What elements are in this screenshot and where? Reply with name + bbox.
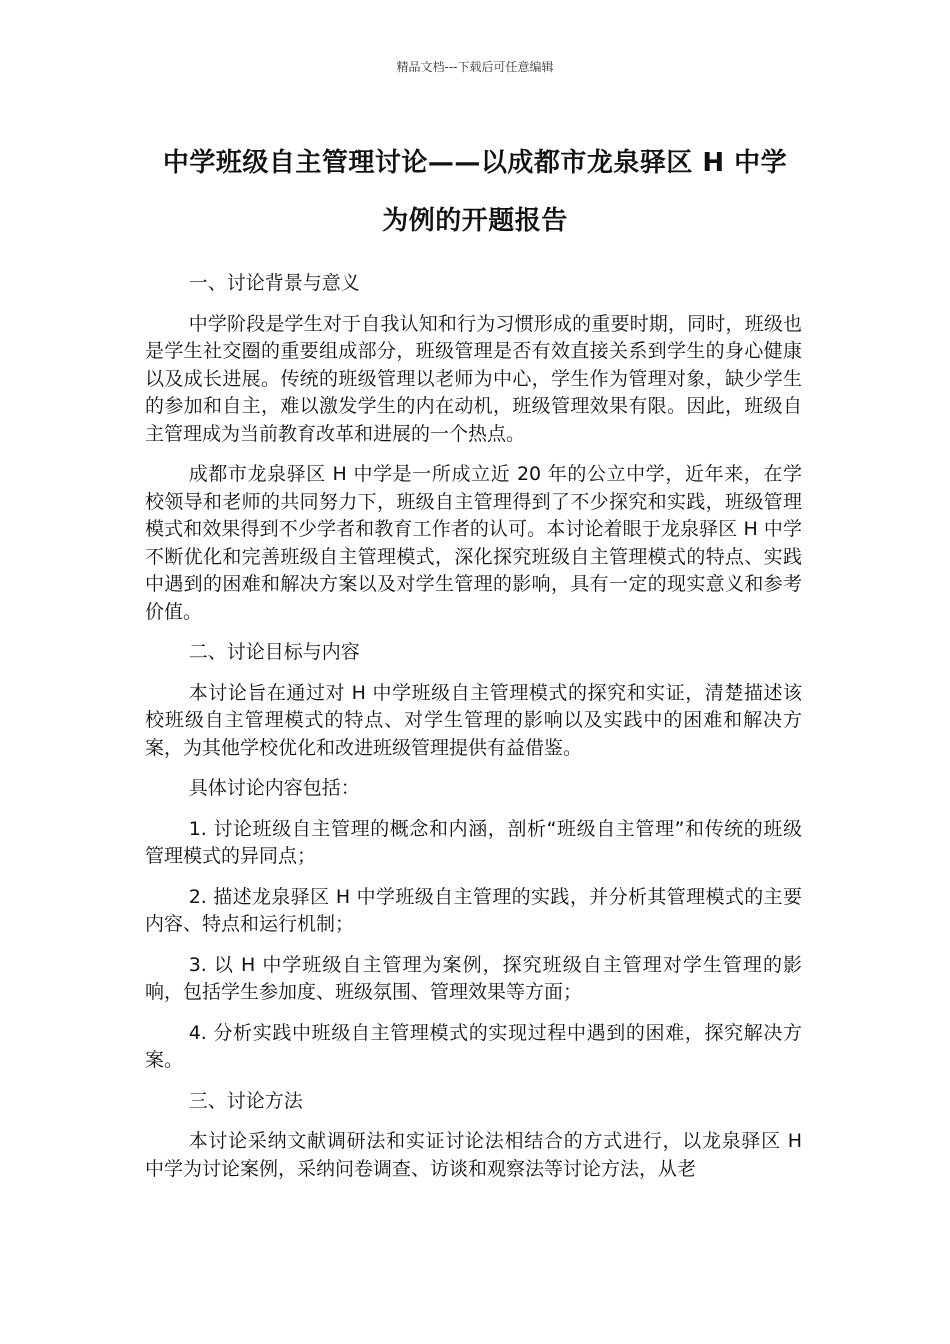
paragraph: 本讨论采纳文献调研法和实证讨论法相结合的方式进行，以龙泉驿区 H 中学为讨论案例，采纳问卷调查、访谈和观察法等讨论方法，从老 [145, 1130, 802, 1180]
paragraph: 中学阶段是学生对于自我认知和行为习惯形成的重要时期，同时，班级也是学生社交圈的重要组成部分，班级管理是否有效直接关系到学生的身心健康以及成长进展。传统的班级管理以老师为中心，学生作为管理对象，缺少学生的参加和自主，难以激发学生的内在动机，班级管理效果有限。因此，班级自主管理成为当前教育改革和进展的一个热点。 [145, 312, 802, 445]
document-body [145, 270, 802, 1196]
paragraph: 成都市龙泉驿区 H 中学是一所成立近 20 年的公立中学，近年来，在学校领导和老师的共同努力下，班级自主管理得到了不少探究和实践，班级管理模式和效果得到不少学者和教育工作者的认可。本讨论着眼于龙泉驿区 H 中学不断优化和完善班级自主管理模式，深化探究班级自主管理模式的特点、实践中遇到的困难和解决方案以及对学生管理的影响，具有一定的现实意义和参考价值。 [145, 463, 802, 623]
list-item: 2. 描述龙泉驿区 H 中学班级自主管理的实践，并分析其管理模式的主要内容、特点和运行机制； [145, 885, 802, 935]
list-item: 1. 讨论班级自主管理的概念和内涵，剖析“班级自主管理”和传统的班级管理模式的异同点； [145, 817, 802, 867]
section-heading-3: 三、讨论方法 [188, 1089, 303, 1112]
paragraph: 本讨论旨在通过对 H 中学班级自主管理模式的探究和实证，清楚描述该校班级自主管理模式的特点、对学生管理的影响以及实践中的困难和解决方案，为其他学校优化和改进班级管理提供有益借鉴。 [145, 681, 802, 759]
list-item: 4. 分析实践中班级自主管理模式的实现过程中遇到的困难，探究解决方案。 [145, 1021, 802, 1071]
page-header: 精品文档---下载后可任意编辑 [396, 60, 554, 74]
list-item: 3. 以 H 中学班级自主管理为案例，探究班级自主管理对学生管理的影响，包括学生参加度、班级氛围、管理效果等方面； [145, 953, 802, 1003]
section-heading-2: 二、讨论目标与内容 [188, 641, 360, 663]
document-title: 中学班级自主管理讨论——以成都市龙泉驿区 H 中学为例的开题报告 [162, 148, 788, 236]
paragraph: 具体讨论内容包括： [188, 777, 360, 799]
section-heading-1: 一、讨论背景与意义 [188, 272, 360, 294]
